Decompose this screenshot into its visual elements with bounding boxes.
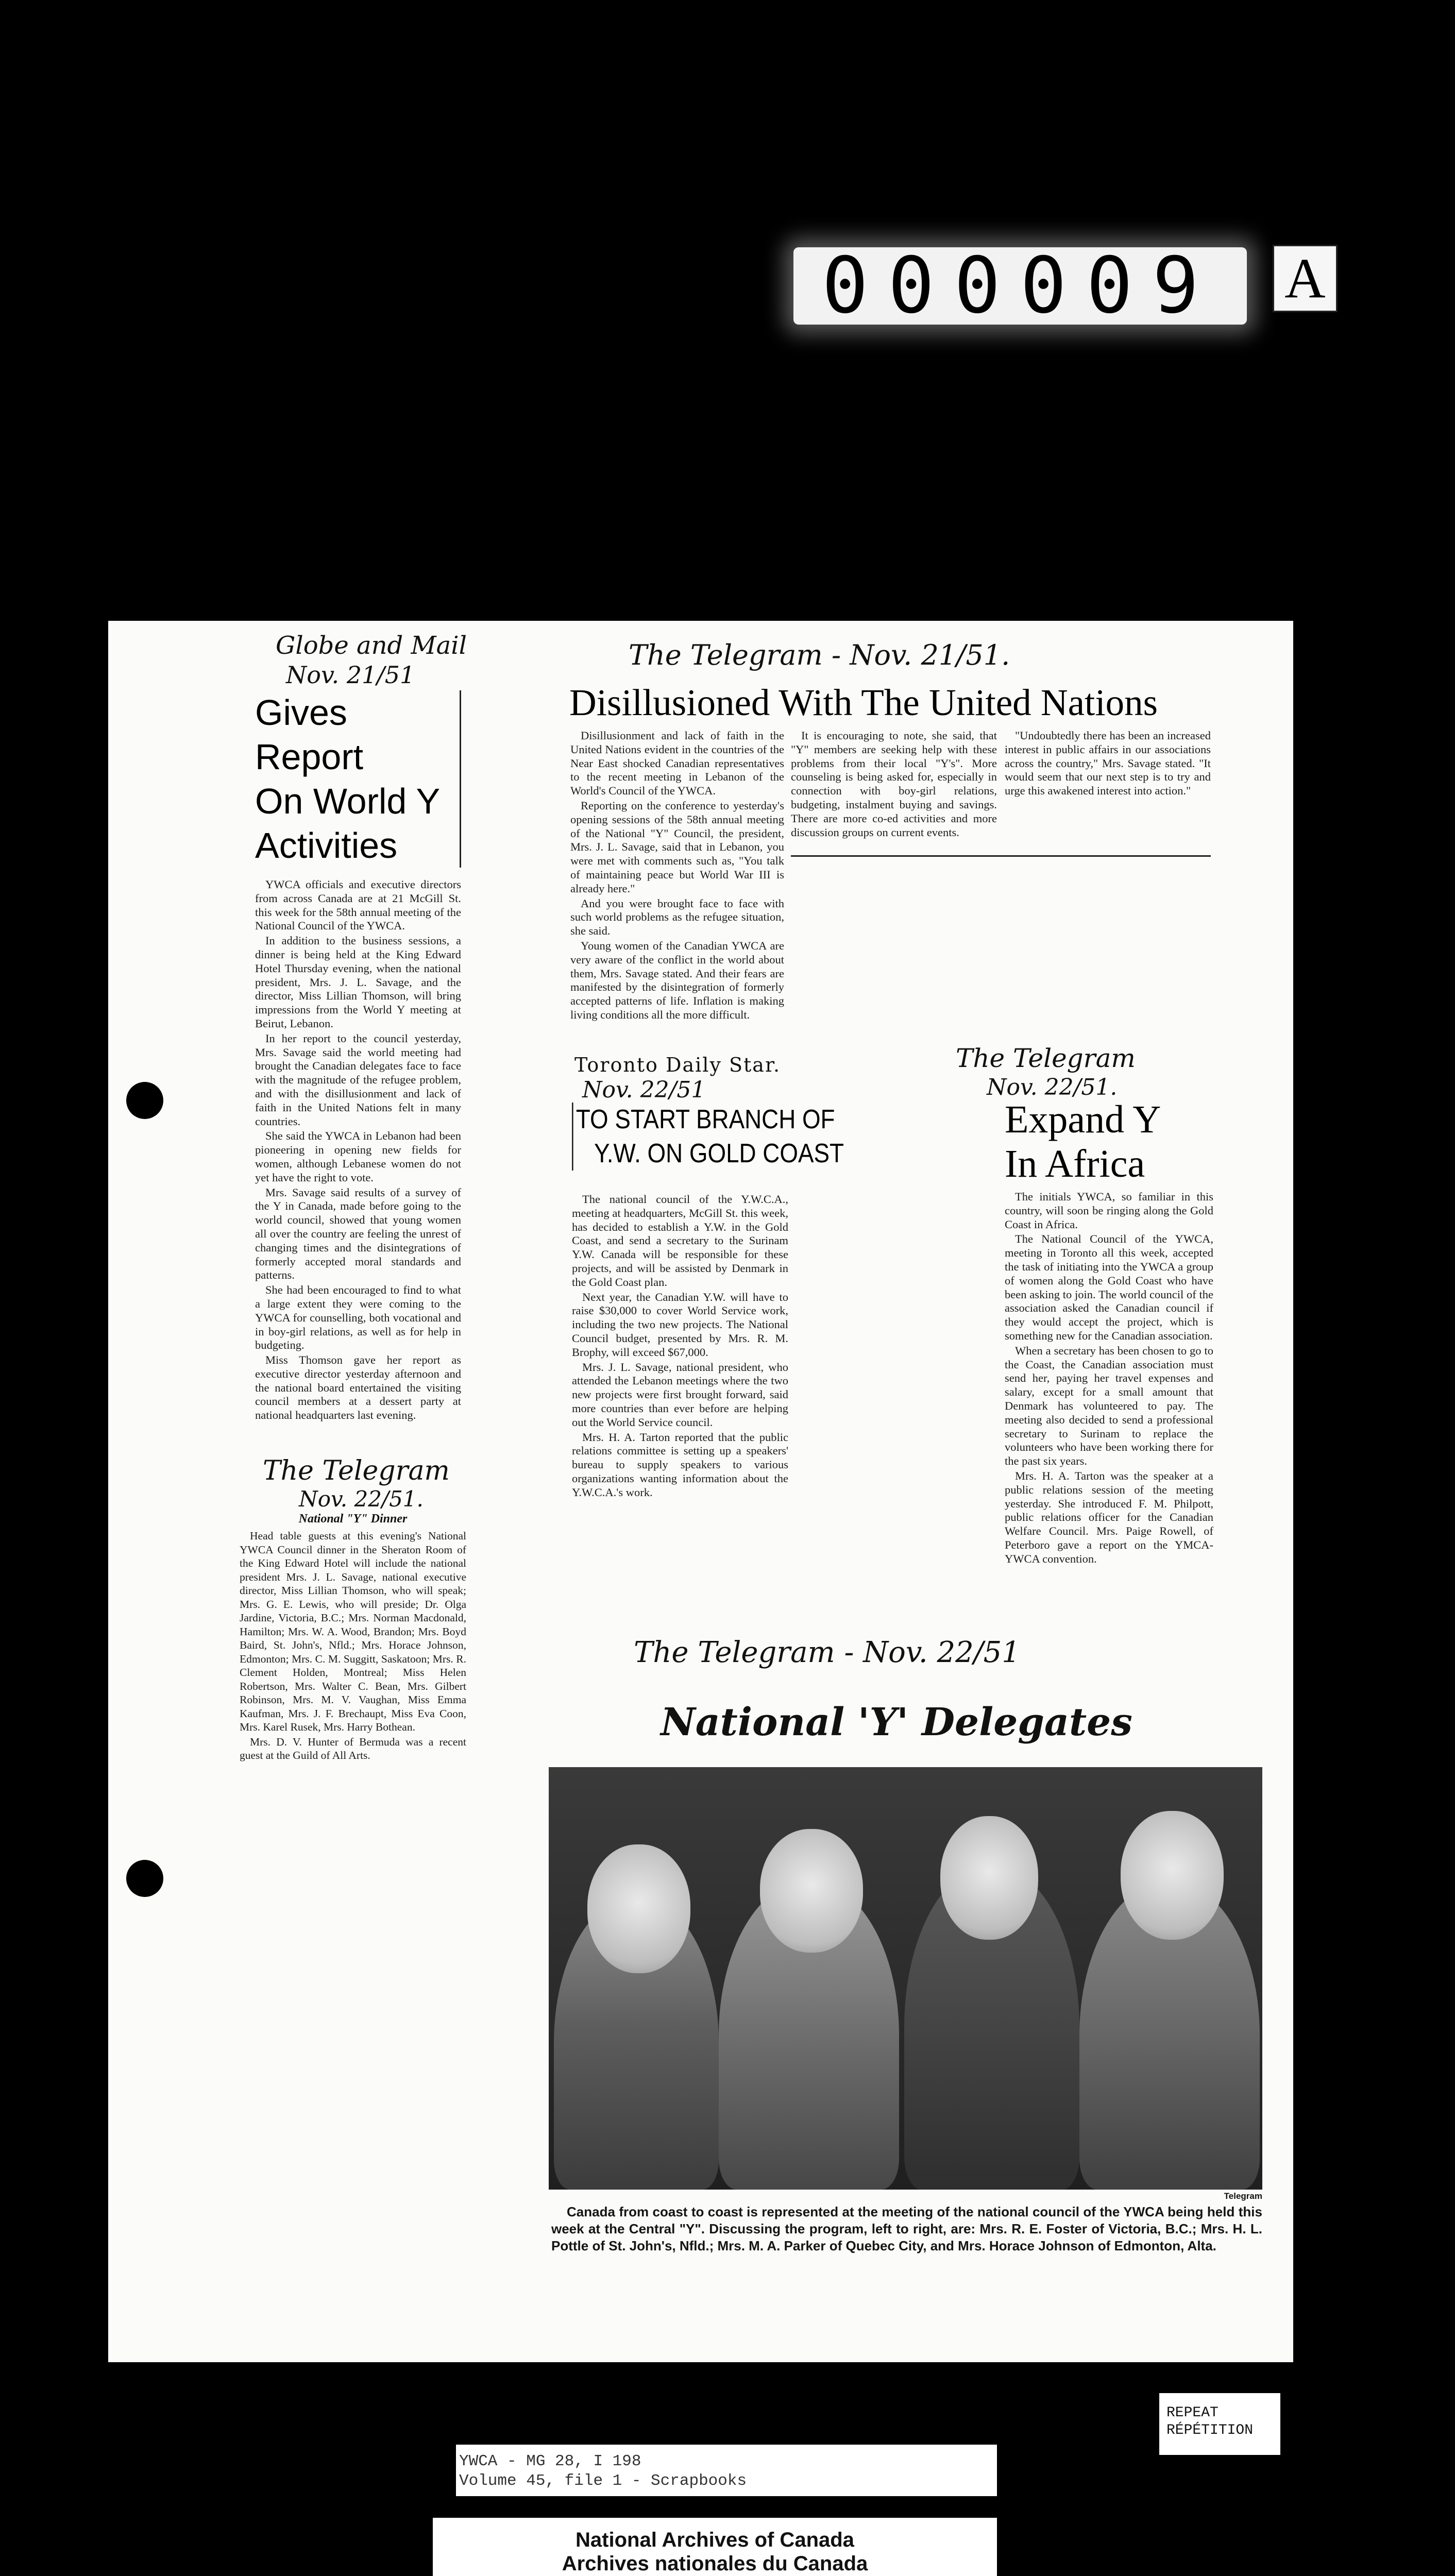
clip6-headline: National 'Y' Delegates (661, 1700, 1132, 1744)
clip2-source-note: The Telegram - Nov. 21/51. (629, 639, 1010, 671)
clip5-source-note: The Telegram (263, 1455, 450, 1486)
clip3-body: The national council of the Y.W.C.A., meeting at headquarters, McGill St. this week, has decided to establish a Y.W. in the Gold Coast, and send a secretary to the Surinam Y.W. Canada will be responsible for these projects, and will be assisted by Denmark in the Gold Coast plan. Next year, the Canadian Y.W. will have to raise $30,000 to cover World Service work, including the two new projects. The National Council budget, presented by Mrs. R. M. Brophy, will exceed $67,000. Mrs. J. L. Savage, national president, who attended the Lebanon meetings where the two new projects were first brought forward, said more countries than ever before are helping out the World Service council. Mrs. H. A. Tarton reported that the public relations committee is setting up a speakers' bureau to supply speakers to various organizations wanting information about the Y.W.C.A.'s work. (572, 1193, 788, 1499)
clip5-headline: National "Y" Dinner (298, 1512, 408, 1526)
clip4-body: The initials YWCA, so familiar in this country, will soon be ringing along the Gold Coast in Africa. The National Council of the YWCA, meeting in Toronto all this week, accepted the task of initiating into the YWCA a group of women along the Gold Coast who have been asking to join. The world council of the association asked the Canadian council if they would accept the project, which is something new for the Canadian association. When a secretary has been chosen to go to the Coast, the Canadian association must send her, paying her travel expenses and salary, except for a small amount that Denmark has volunteered to pay. The meeting also decided to send a professional secretary to Surinam to replace the volunteers who have been working there for the past six years. Mrs. H. A. Tarton was the speaker at a public relations session of the meeting yesterday. She introduced F. M. Philpott, public relations officer for the Canadian Welfare Council. Mrs. Paige Rowell, of Peterboro gave a report on the YMCA-YWCA convention. (1005, 1190, 1213, 1565)
punch-hole-top (126, 1082, 163, 1119)
clip2-col3: "Undoubtedly there has been an increased interest in public affairs in our associations across the country," Mrs. Savage stated. "It would seem that our next step is to try and urge this awakened interest into action." (1005, 729, 1211, 798)
archive-label: National Archives of Canada Archives nationales du Canada (433, 2518, 997, 2576)
clip1-source-note: Globe and Mail (276, 631, 467, 660)
clip2-rule (791, 855, 1211, 857)
clip2-col1: Disillusionment and lack of faith in the United Nations evident in the countries of the Near East shocked Canadian representatives to the recent meeting in Lebanon of the World's Council of the YWCA. Reporting on the conference to yesterday's opening sessions of the 58th annual meeting of the National "Y" Council, the president, Mrs. J. L. Savage, said that in Lebanon, you were met with comments such as, "You talk of maintaining peace but World War III is already here." And you were brought face to face with such world problems as the refugee situation, she said. Young women of the Canadian YWCA are very aware of the conflict in the world about them, Mrs. Savage stated. And their fears are manifested by the disintegration of formerly accepted patterns of life. Inflation is making living conditions all the more difficult. (570, 729, 784, 1021)
reference-label: YWCA - MG 28, I 198 Volume 45, file 1 - Scrapbooks (456, 2445, 997, 2496)
clip1-article (255, 690, 461, 1423)
clip6-source-note: The Telegram - Nov. 22/51 (634, 1636, 1020, 1669)
frame-letter: A (1273, 245, 1338, 312)
clip4-headline: Expand Y In Africa (1005, 1098, 1161, 1185)
clip1-date-note: Nov. 21/51 (286, 661, 415, 689)
delegate-face-2 (760, 1829, 863, 1953)
scrapbook-page (108, 621, 1293, 2362)
delegates-photo (549, 1767, 1262, 2190)
clip4-date-note: Nov. 22/51. (987, 1074, 1118, 1100)
clip5-article (240, 1512, 466, 1764)
clip2-col2: It is encouraging to note, she said, that "Y" members are seeking help with these problems from their local "Y's". More counseling is being asked for, especially in connection with boy-girl relations, budgeting, instalment buying and savings. There are more co-ed activities and more discussion groups on current events. (791, 729, 997, 839)
clip3-date-note: Nov. 22/51 (582, 1077, 706, 1103)
punch-hole-bottom (126, 1860, 163, 1897)
clip1-body: YWCA officials and executive directors from across Canada are at 21 McGill St. this week for the 58th annual meeting of the National Council of the YWCA. In addition to the business sessions, a dinner is being held at the King Edward Hotel Thursday evening, when the national president, Mrs. J. L. Savage, and the director, Miss Lillian Thomson, will bring impressions from the World Y meeting at Beirut, Lebanon. In her report to the council yesterday, Mrs. Savage said the world meeting had brought the Canadian delegates face to face with the magnitude of the refugee problem, and with the disillusionment and lack of faith in the United Nations felt in many countries. She said the YWCA in Lebanon had been pioneering in opening new fields for women, although Lebanese women do not yet have the right to vote. Mrs. Savage said results of a survey of the Y in Canada, made before going to the world council, showed that young women all over the country are feeling the unrest of changing times and the disintegrations of formerly accepted moral standards and patterns. She had been encouraged to find to what a large extent they were coming to the YWCA for counselling, both vocational and in boy-girl relations, as well as for help in budgeting. Miss Thomson gave her report as executive director yesterday afternoon and the national board entertained the visiting council members at a dessert party at national headquarters last evening. (255, 878, 461, 1422)
clip3-source-note: Toronto Daily Star. (574, 1054, 781, 1076)
clip5-body: Head table guests at this evening's National YWCA Council dinner in the Sheraton Room of the King Edward Hotel will include the national president Mrs. J. L. Savage, national executive director, Miss Lillian Thomson, who will speak; Mrs. G. E. Lewis, who will preside; Dr. Olga Jardine, Victoria, B.C.; Mrs. Norman Macdonald, Hamilton; Mrs. W. A. Wood, Brandon; Mrs. Boyd Baird, St. John's, Nfld.; Mrs. Horace Johnson, Edmonton; Mrs. C. M. Suggitt, Saskatoon; Mrs. R. Clement Holden, Montreal; Miss Helen Robertson, Mrs. Walter C. Bean, Mrs. Gilbert Robinson, Mrs. M. V. Vaughan, Miss Emma Kaufman, Mrs. J. F. Brechaupt, Miss Eva Coon, Mrs. Karel Rusek, Mrs. Harry Bothean. Mrs. D. V. Hunter of Bermuda was a recent guest at the Guild of All Arts. (240, 1530, 466, 1761)
clip4-source-note: The Telegram (956, 1043, 1136, 1073)
delegate-face-4 (1121, 1811, 1224, 1940)
clip6-caption: Canada from coast to coast is represented at the meeting of the national council of the YWCA being held this week at the Central "Y". Discussing the program, left to right, are: Mrs. R. E. Foster of Victoria, B.C.; Mrs. H. L. Pottle of St. John's, Nfld.; Mrs. M. A. Parker of Quebec City, and Mrs. Horace Johnson of Edmonton, Alta. (551, 2204, 1262, 2253)
clip2-headline: Disillusioned With The United Nations (569, 682, 1158, 723)
clip5-date-note: Nov. 22/51. (299, 1486, 424, 1512)
clip3-headline: TO START BRANCH OF Y.W. ON GOLD COAST (572, 1103, 771, 1171)
repeat-label: REPEAT RÉPÉTITION (1159, 2393, 1280, 2455)
clip6-photo-credit: Telegram (1224, 2191, 1262, 2201)
delegate-face-1 (587, 1844, 690, 1973)
delegate-face-3 (940, 1816, 1038, 1940)
frame-counter: 000009 (793, 247, 1247, 325)
clip1-headline: Gives Report On World Y Activities (255, 690, 461, 868)
